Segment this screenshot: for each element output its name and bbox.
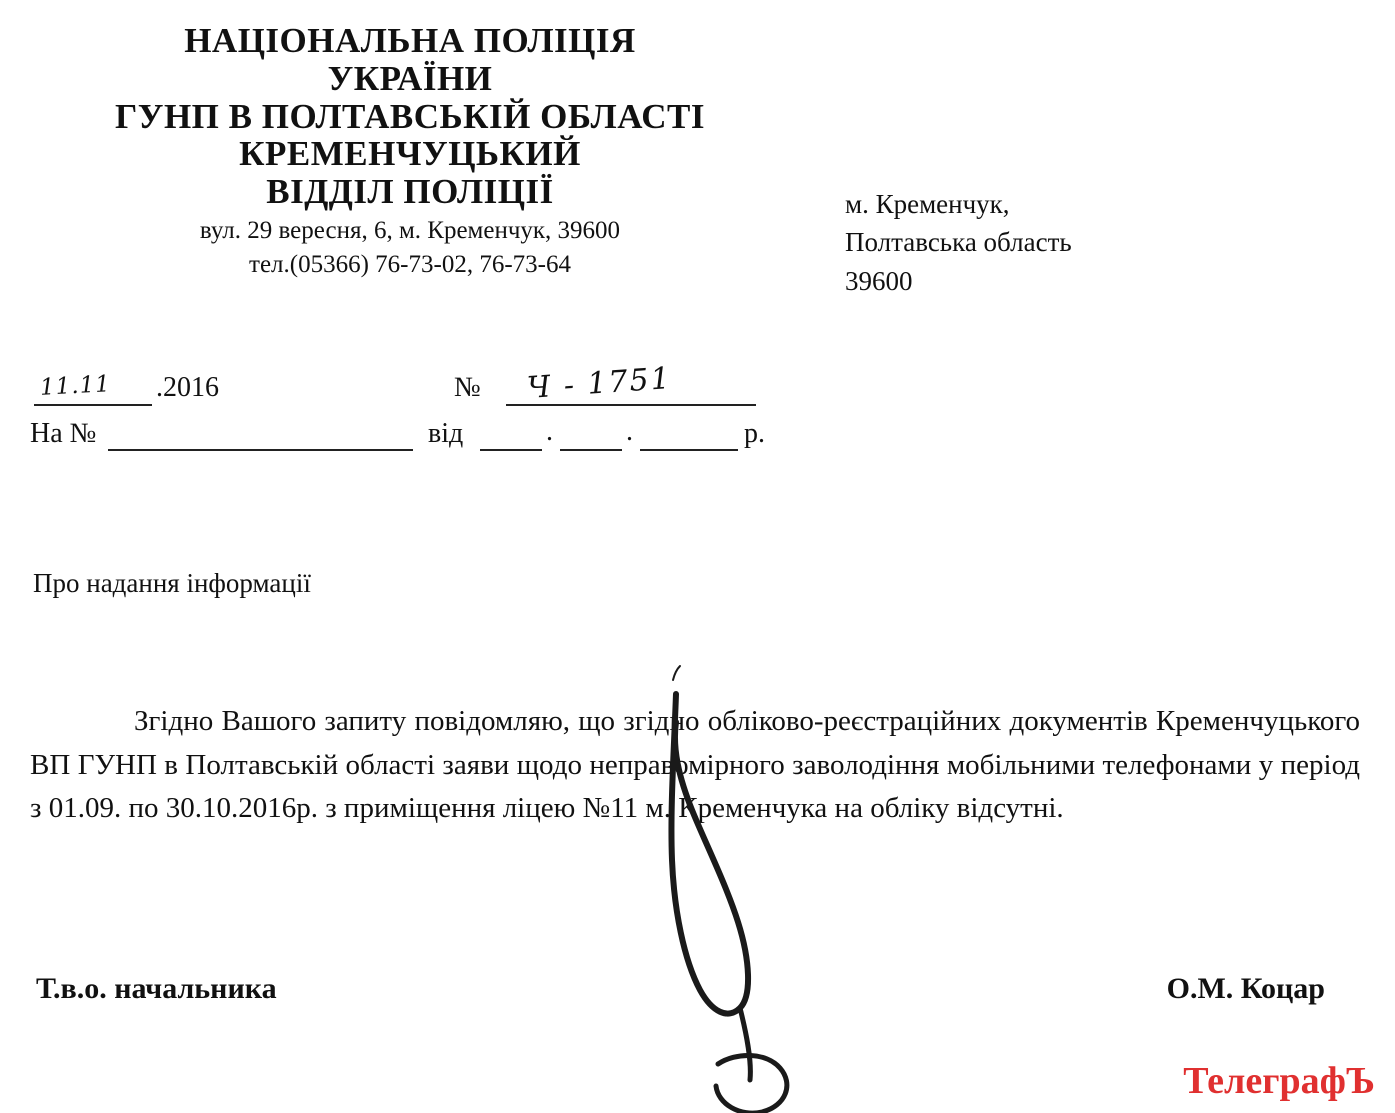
date-year: .2016 <box>156 372 219 403</box>
from-year-underline <box>640 449 738 451</box>
addressee-line-1: м. Кременчук, <box>845 189 1010 219</box>
from-month-underline <box>560 449 622 451</box>
letterhead <box>30 22 790 280</box>
reply-to-label: На № <box>30 418 97 449</box>
letterhead-line-4: КРЕМЕНЧУЦЬКИЙ <box>239 134 581 174</box>
letterhead-line-3: ГУНП В ПОЛТАВСЬКІЙ ОБЛАСТІ <box>115 96 705 136</box>
from-day-underline <box>480 449 542 451</box>
year-suffix-label: р. <box>744 418 765 449</box>
from-dot-2: . <box>626 416 633 447</box>
letterhead-line-5: ВІДДІЛ ПОЛІЦІЇ <box>266 172 554 212</box>
signatory-name: О.М. Коцар <box>1166 972 1325 1005</box>
letterhead-address: вул. 29 вересня, 6, м. Кременчук, 39600 <box>199 216 621 244</box>
watermark-logo: ТелеграфЪ <box>1175 1057 1383 1105</box>
from-dot-1: . <box>546 416 553 447</box>
addressee-line-2: Полтавська область <box>845 227 1072 258</box>
date-underline <box>34 404 152 406</box>
number-underline <box>506 404 756 406</box>
signatory-position: Т.в.о. начальника <box>36 972 277 1005</box>
reply-reference-row <box>30 418 790 454</box>
letterhead-phone: тел.(05366) 76-73-02, 76-73-64 <box>249 251 571 279</box>
number-label: № <box>454 372 481 403</box>
addressee-line-3: 39600 <box>845 265 913 296</box>
letterhead-line-1: НАЦІОНАЛЬНА ПОЛІЦІЯ <box>184 21 636 60</box>
date-handwritten: 11.11 <box>39 371 112 401</box>
subject-line: Про надання інформації <box>33 568 311 598</box>
number-handwritten: Ч - 1751 <box>525 360 673 407</box>
body-paragraph: Згідно Вашого запиту повідомляю, що згідно обліково-реєстраційних документів Кременчуцького ВП ГУНП в Полтавській області заяви щодо неправомірного заволодіння мобільними телефонами у період з 01.09. по 30.10.2016р. з приміщення ліцею №11 м. Кременчука на обліку відсутні. <box>30 705 1360 824</box>
redaction-blob <box>815 20 1115 170</box>
reply-to-underline <box>108 449 413 451</box>
addressee-block <box>845 185 1072 300</box>
from-label: від <box>428 418 464 449</box>
letterhead-line-2: УКРАЇНИ <box>327 58 493 98</box>
reference-row <box>30 360 790 412</box>
